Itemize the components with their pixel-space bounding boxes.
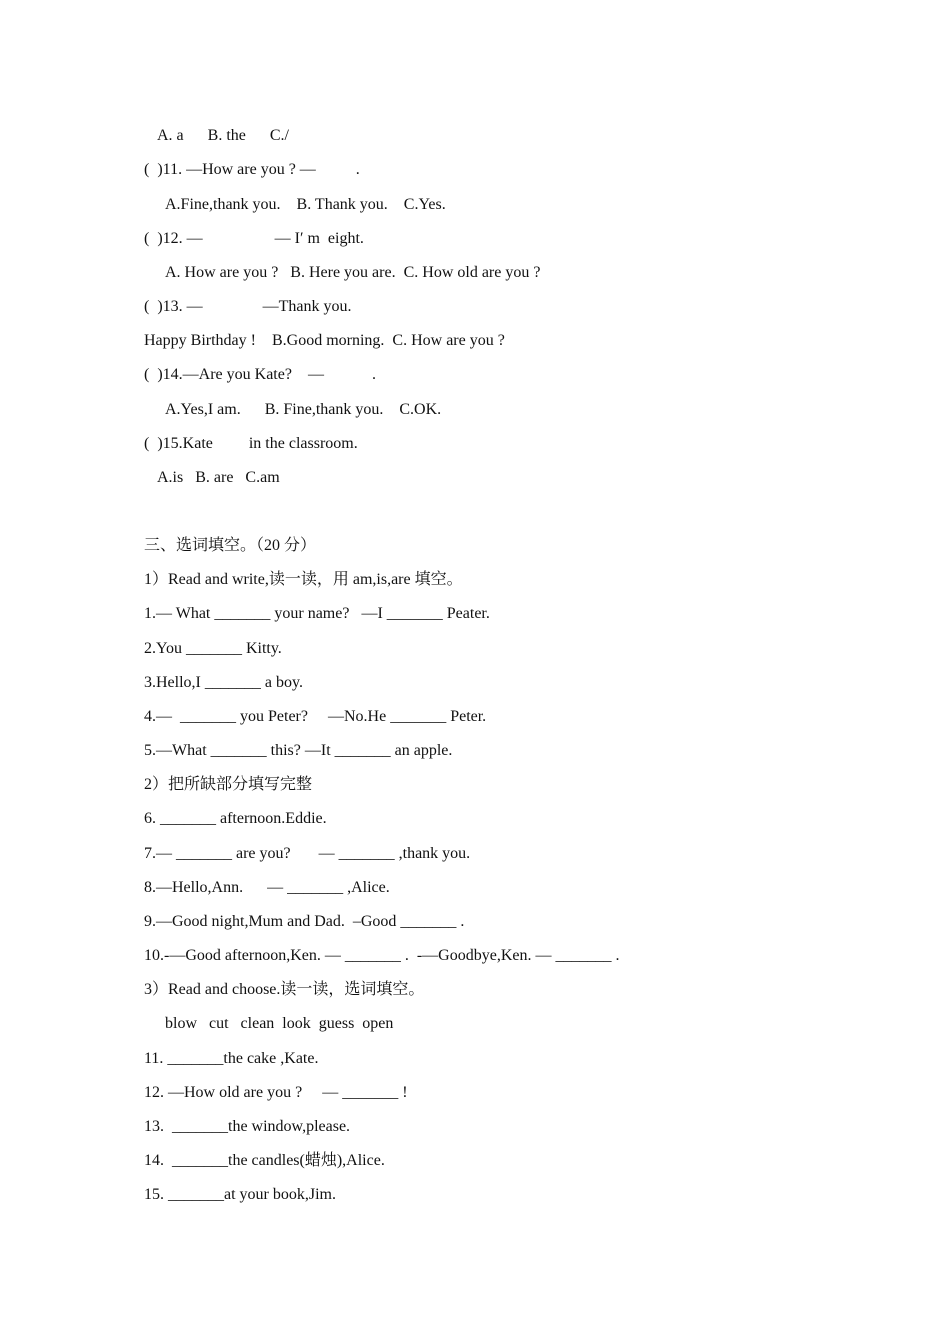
section-heading: 三、选词填空。（20 分）	[144, 537, 317, 554]
fill-item-1: 1.— What _______ your name? —I _______ Peater.	[144, 605, 490, 622]
q11-options: A.Fine,thank you. B. Thank you. C.Yes.	[165, 196, 446, 213]
fill-item-9: 9.—Good night,Mum and Dad. –Good _______ .	[144, 913, 465, 930]
fill-item-11: 11. _______the cake ,Kate.	[144, 1050, 319, 1067]
q15-options: A.is B. are C.am	[157, 469, 280, 486]
question-15: ( )15.Kate in the classroom.	[144, 435, 358, 452]
fill-item-14: 14. _______the candles(蜡烛),Alice.	[144, 1152, 385, 1169]
question-11: ( )11. —How are you ? — .	[144, 161, 360, 178]
q10-options: A. a B. the C./	[157, 127, 289, 144]
fill-item-15: 15. _______at your book,Jim.	[144, 1186, 336, 1203]
question-14: ( )14.—Are you Kate? — .	[144, 366, 376, 383]
word-bank: blow cut clean look guess open	[165, 1015, 394, 1032]
fill-item-4: 4.— _______ you Peter? —No.He _______ Peter.	[144, 708, 487, 725]
q14-options: A.Yes,I am. B. Fine,thank you. C.OK.	[165, 401, 442, 418]
fill-item-2: 2.You _______ Kitty.	[144, 640, 282, 657]
q12-options: A. How are you ? B. Here you are. C. How old are you ?	[165, 264, 541, 281]
fill-item-8: 8.—Hello,Ann. — _______ ,Alice.	[144, 879, 390, 896]
part-3-instruction: 3）Read and choose.读一读，选词填空。	[144, 981, 425, 998]
fill-item-6: 6. _______ afternoon.Eddie.	[144, 810, 327, 827]
q13-options: Happy Birthday ! B.Good morning. C. How are you ?	[144, 332, 505, 349]
fill-item-13: 13. _______the window,please.	[144, 1118, 351, 1135]
fill-item-12: 12. —How old are you ? — _______ !	[144, 1084, 408, 1101]
question-13: ( )13. — —Thank you.	[144, 298, 352, 315]
question-12: ( )12. — — I′ m eight.	[144, 230, 364, 247]
part-1-instruction: 1）Read and write,读一读，用 am,is,are 填空。	[144, 571, 463, 588]
fill-item-5: 5.—What _______ this? —It _______ an apple.	[144, 742, 453, 759]
part-2-instruction: 2）把所缺部分填写完整	[144, 776, 313, 793]
fill-item-7: 7.— _______ are you? — _______ ,thank you.	[144, 845, 471, 862]
fill-item-10: 10.-—Good afternoon,Ken. — _______ . -—Goodbye,Ken. — _______ .	[144, 947, 620, 964]
fill-item-3: 3.Hello,I _______ a boy.	[144, 674, 303, 691]
